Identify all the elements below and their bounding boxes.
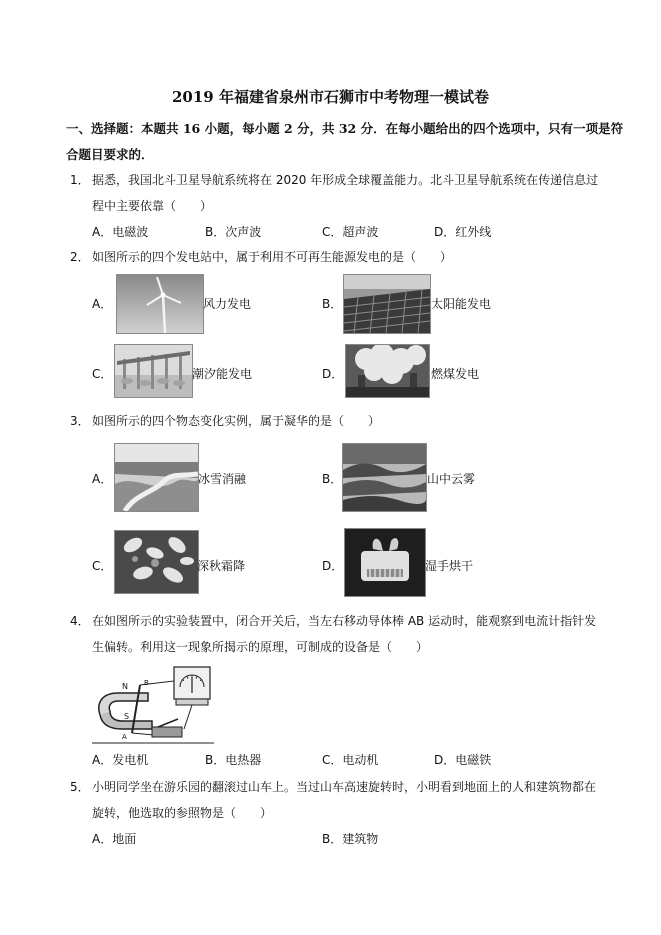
option-text: 次声波 (225, 225, 262, 239)
tidal-power-image (114, 344, 193, 398)
option-letter: C． (322, 753, 343, 767)
question-number: 5． (70, 780, 90, 794)
electromagnetic-induction-diagram (92, 663, 214, 745)
question-number: 1． (70, 173, 90, 187)
section-heading (66, 116, 626, 168)
option-a-text: 冰雪消融 (198, 472, 247, 486)
page-title: 2019 年福建省泉州市石狮市中考物理一模试卷 (172, 88, 489, 106)
option-letter: B． (322, 832, 343, 846)
option-letter: C． (322, 225, 343, 239)
option-text: 电动机 (342, 753, 379, 767)
option-text: 地面 (112, 832, 137, 846)
option-d-letter[interactable]: D． (322, 367, 344, 381)
option-b-text: 山中云雾 (427, 472, 476, 486)
option-d-text: 湿手烘干 (425, 559, 474, 573)
option-text: 电磁铁 (455, 753, 492, 767)
option-text: 电磁波 (112, 225, 149, 239)
option-d[interactable] (434, 224, 491, 240)
option-a-letter[interactable]: A． (92, 472, 113, 486)
option-letter: B． (205, 753, 226, 767)
option-letter: D． (434, 225, 456, 239)
option-text: 红外线 (455, 225, 492, 239)
option-c-text: 深秋霜降 (197, 559, 246, 573)
coal-power-image (345, 344, 430, 398)
option-d-letter[interactable]: D． (322, 559, 344, 573)
option-letter: A． (92, 225, 113, 239)
option-text: 超声波 (342, 225, 379, 239)
question-text-line: 如图所示的四个发电站中，属于利用不可再生能源发电的是（ ） (92, 250, 453, 264)
option-b[interactable] (205, 752, 261, 768)
magnet-south-label: S (124, 712, 130, 721)
question-number: 3． (70, 414, 90, 428)
mountain-fog-image (342, 443, 427, 512)
question-number: 4． (70, 614, 90, 628)
option-a-letter[interactable]: A． (92, 297, 113, 311)
option-b-letter[interactable]: B． (322, 472, 343, 486)
option-c[interactable] (322, 224, 378, 240)
diagram-drawing (92, 663, 214, 745)
section-heading-line2: 合题目要求的． (66, 147, 154, 162)
option-letter: A． (92, 753, 113, 767)
rod-end-b-label: B (144, 679, 149, 687)
solar-panel-image (343, 274, 431, 334)
question-text-line: 据悉，我国北斗卫星导航系统将在 2020 年形成全球覆盖能力。北斗卫星导航系统在传递信息过 (92, 173, 599, 187)
option-text: 发电机 (112, 753, 149, 767)
question-text-line: 在如图所示的实验装置中，闭合开关后，当左右移动导体棒 AB 运动时，能观察到电流计指针发 (92, 614, 597, 628)
frost-flower-image (114, 530, 199, 594)
option-c-text: 潮汐能发电 (192, 367, 253, 381)
option-text: 电热器 (225, 753, 262, 767)
option-b-letter[interactable]: B． (322, 297, 343, 311)
option-text: 建筑物 (342, 832, 379, 846)
option-a[interactable] (92, 224, 148, 240)
question-text-line: 小明同学坐在游乐园的翻滚过山车上。当过山车高速旋转时，小明看到地面上的人和建筑物都在 (92, 780, 597, 794)
option-a-text: 风力发电 (203, 297, 252, 311)
section-heading-line1: 一、选择题：本题共 16 小题，每小题 2 分，共 32 分．在每小题给出的四个选项中，只有一项是符 (66, 121, 624, 136)
option-b[interactable] (205, 224, 261, 240)
option-letter: B． (205, 225, 226, 239)
option-a[interactable] (92, 752, 148, 768)
option-d[interactable] (434, 752, 491, 768)
option-d-text: 燃煤发电 (431, 367, 480, 381)
wind-turbine-image (116, 274, 204, 334)
option-c-letter[interactable]: C． (92, 367, 113, 381)
option-a[interactable] (92, 831, 136, 847)
option-c-letter[interactable]: C． (92, 559, 113, 573)
option-letter: A． (92, 832, 113, 846)
melting-snow-image (114, 443, 199, 512)
question-number: 2． (70, 250, 90, 264)
option-letter: D． (434, 753, 456, 767)
question-text-line: 如图所示的四个物态变化实例，属于凝华的是（ ） (92, 414, 381, 428)
rod-end-a-label: A (122, 733, 127, 741)
option-b-text: 太阳能发电 (431, 297, 492, 311)
hand-dryer-image (344, 528, 426, 597)
option-c[interactable] (322, 752, 378, 768)
question-text-line: 程中主要依靠（ ） (92, 199, 213, 213)
question-text-line: 生偏转。利用这一现象所揭示的原理，可制成的设备是（ ） (92, 640, 429, 654)
option-b[interactable] (322, 831, 378, 847)
magnet-north-label: N (122, 682, 128, 691)
question-text-line: 旋转，他选取的参照物是（ ） (92, 806, 273, 820)
